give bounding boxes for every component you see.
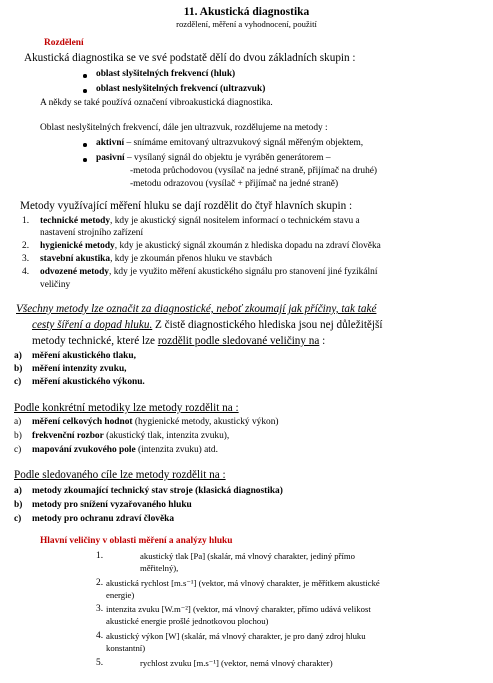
hluk-item-name: technické metody — [40, 216, 111, 226]
hluk-intro: Metody využívající měření hluku se dají rozdělit do čtyř hlavních skupin : — [20, 200, 353, 212]
group-item-1: oblast slyšitelných frekvencí (hluk) — [96, 69, 236, 79]
section-heading-rozdeleni: Rozdělení — [44, 38, 84, 48]
hluk-num: 4. — [22, 267, 30, 277]
vibro-note: A někdy se také používá označení vibroakustická diagnostika. — [40, 98, 273, 108]
cile-heading: Podle sledovaného cíle lze metody rozdělit na : — [14, 469, 226, 481]
velicina-num: 4. — [96, 631, 104, 641]
ultra-intro: Oblast neslyšitelných frekvencí, dále jen ultrazvuk, rozdělujeme na metody : — [40, 123, 328, 133]
diag-letter: b) — [14, 364, 23, 374]
velicina-num: 2. — [96, 578, 104, 588]
konkretni-letter: b) — [14, 431, 22, 441]
diag-line-3-pre: metody technické, které lze — [32, 335, 158, 347]
ultra-method-pasivni — [96, 153, 331, 163]
velicina-num: 1. — [96, 551, 104, 561]
diag-item-3: měření akustického výkonu. — [32, 377, 145, 387]
pasive-sub-2: -metodu odrazovou (vysílač + přijímač na jedné straně) — [130, 179, 339, 189]
rozdeleni-intro: Akustická diagnostika se ve své podstatě dělí do dvou základních skupin : — [24, 52, 356, 64]
page-title: 11. Akustická diagnostika — [183, 6, 310, 18]
ultra-method-name: aktivní — [96, 138, 125, 148]
konkretni-item-name: měření celkových hodnot — [32, 417, 133, 427]
hluk-num: 2. — [22, 241, 30, 251]
hluk-item-desc: , kdy je akustický signál nositelem informací o technickém stavu a — [110, 216, 360, 226]
diag-line-2 — [32, 319, 382, 331]
cile-letter: b) — [14, 500, 23, 510]
diag-line-2-italic: cesty šíření a dopad hluku. — [32, 319, 153, 331]
veliciny-heading: Hlavní veličiny v oblasti měření a analýzy hluku — [40, 536, 233, 546]
hluk-item-4-cont: veličiny — [40, 280, 71, 290]
hluk-item-desc: , kdy je akustický signál zkoumán z hlediska dopadu na zdraví člověka — [114, 241, 381, 251]
diag-line-3-post: : — [319, 335, 326, 347]
page-subtitle: rozdělení, měření a vyhodnocení, použití — [176, 19, 317, 29]
cile-item-2: metody pro snížení vyzařovaného hluku — [32, 500, 192, 510]
diag-letter: c) — [14, 377, 22, 387]
hluk-item-desc: , kdy je zkoumán přenos hluku ve stavbách — [110, 254, 273, 264]
konkretni-item-1 — [32, 417, 279, 427]
bullet-icon — [83, 89, 87, 93]
cile-letter: c) — [14, 514, 22, 524]
cile-item-1: metody zkoumající technický stav stroje (klasická diagnostika) — [32, 486, 283, 496]
cile-item-3: metody pro ochranu zdraví člověka — [32, 514, 175, 524]
hluk-item-4 — [40, 267, 377, 277]
diag-item-2: měření intenzity zvuku, — [32, 364, 127, 374]
ultra-method-desc: – snímáme emitovaný ultrazvukový signál měřeným objektem, — [124, 138, 364, 148]
ultra-method-name: pasivní — [96, 153, 125, 163]
velicina-2-line-2: energie) — [106, 590, 135, 600]
konkretni-item-3 — [32, 445, 218, 455]
konkretni-item-2 — [32, 431, 229, 441]
bullet-icon — [83, 158, 87, 162]
cile-letter: a) — [14, 486, 22, 496]
diag-line-2-rest: Z čistě diagnostického hlediska jsou nej důležitější — [152, 319, 383, 331]
velicina-3-line-2: akustické energie prošlé jednotkovou plochou) — [106, 616, 269, 626]
hluk-item-1 — [40, 216, 360, 226]
konkretni-item-desc: (akustický tlak, intenzita zvuku), — [103, 431, 230, 441]
diag-line-3-underlined: rozdělit podle sledované veličiny na — [157, 335, 320, 347]
velicina-4-line-1: akustický výkon [W] (skalár, má vlnový charakter, je pro daný zdroj hluku — [106, 631, 366, 641]
pasive-sub-1: -metoda průchodovou (vysílač na jedné straně, přijímač na druhé) — [130, 166, 378, 176]
bullet-icon — [83, 74, 87, 78]
group-item-2: oblast neslyšitelných frekvencí (ultrazvuk) — [96, 84, 266, 94]
konkretni-heading: Podle konkrétní metodiky lze metody rozdělit na : — [14, 402, 239, 414]
velicina-1-line-2: měřitelný), — [140, 563, 179, 573]
konkretni-letter: c) — [14, 445, 22, 455]
velicina-3-line-1: intenzita zvuku [W.m⁻²] (vektor, má vlnový charakter, přímo udává velikost — [106, 604, 371, 614]
velicina-1-line-1: akustický tlak [Pa] (skalár, má vlnový charakter, jediný přímo — [140, 551, 355, 561]
diag-line-3 — [32, 335, 325, 347]
hluk-item-3 — [40, 254, 272, 264]
hluk-item-1-cont: nastavení strojního zařízení — [40, 228, 144, 238]
diag-item-1: měření akustického tlaku, — [32, 351, 136, 361]
ultra-method-desc: – vysílaný signál do objektu je vyráběn generátorem – — [124, 153, 331, 163]
konkretni-item-name: mapování zvukového pole — [32, 445, 136, 455]
diag-letter: a) — [14, 351, 22, 361]
hluk-num: 1. — [22, 216, 30, 226]
velicina-4-line-2: konstantní) — [106, 643, 146, 653]
konkretni-item-desc: (hygienické metody, akustický výkon) — [132, 417, 279, 427]
hluk-item-desc: , kdy je využito měření akustického signálu pro stanovení jiné fyzikální — [109, 267, 378, 277]
velicina-num: 5. — [96, 658, 104, 668]
konkretni-item-name: frekvenční rozbor — [32, 431, 104, 441]
velicina-2-line-1: akustická rychlost [m.s⁻¹] (vektor, má vlnový charakter, je měřítkem akustické — [106, 578, 380, 588]
konkretni-letter: a) — [14, 417, 22, 427]
velicina-5-line-1: rychlost zvuku [m.s⁻¹] (vektor, nemá vlnový charakter) — [140, 658, 333, 668]
hluk-item-name: stavební akustika — [40, 254, 111, 264]
diag-line-1: Všechny metody lze označit za diagnostické, neboť zkoumají jak příčiny, tak také — [16, 303, 377, 315]
ultra-method-aktivni — [96, 138, 363, 148]
hluk-num: 3. — [22, 254, 30, 264]
bullet-icon — [83, 143, 87, 147]
hluk-item-2 — [40, 241, 381, 251]
konkretni-item-desc: (intenzita zvuku) atd. — [135, 445, 218, 455]
velicina-num: 3. — [96, 604, 104, 614]
hluk-item-name: hygienické metody — [40, 241, 115, 251]
hluk-item-name: odvozené metody — [40, 267, 109, 277]
